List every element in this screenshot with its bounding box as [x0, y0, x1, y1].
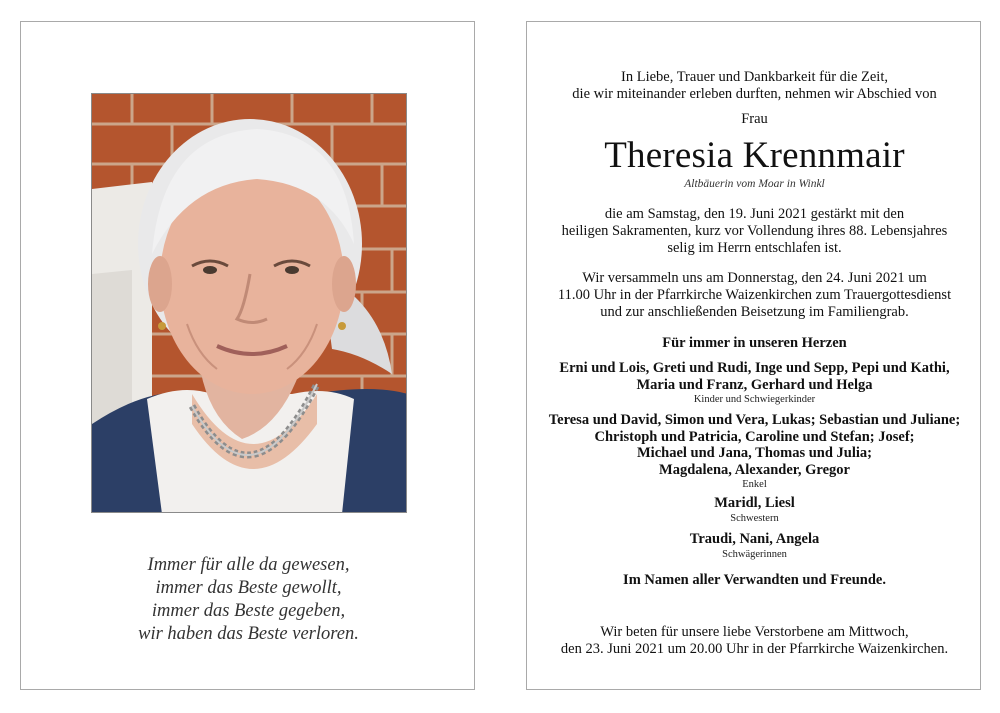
mourner-names: Magdalena, Alexander, Gregor [659, 461, 850, 478]
intro-line: In Liebe, Trauer und Dankbarkeit für die Zeit, [621, 69, 888, 85]
epithet: Altbäuerin vom Moar in Winkl [684, 178, 825, 190]
intro-line: die wir miteinander erleben durften, nehmen wir Abschied von [572, 86, 937, 102]
mourner-group-children [527, 360, 982, 406]
mourner-names: Traudi, Nani, Angela [689, 531, 820, 547]
mourner-group-sisters-in-law [527, 531, 982, 561]
relation-label: Schwestern [730, 512, 779, 524]
death-notice [527, 206, 982, 257]
memorial-heading: Für immer in unseren Herzen [662, 335, 847, 351]
relation-label: Kinder und Schwiegerkinder [693, 394, 816, 405]
death-notice-line: die am Samstag, den 19. Juni 2021 gestärkt mit den [604, 206, 905, 222]
mourner-names: Maria und Franz, Gerhard und Helga [636, 376, 873, 393]
portrait-photo [91, 93, 407, 513]
funeral-notice [527, 270, 982, 321]
mourner-names: Michael und Jana, Thomas und Julia; [636, 445, 873, 461]
death-notice-line: selig im Herrn entschlafen ist. [667, 240, 842, 256]
mourner-names: Teresa und David, Simon und Vera, Lukas; Sebastian und Juliane; [548, 412, 961, 428]
prayer-notice-line: den 23. Juni 2021 um 20.00 Uhr in der Pfarrkirche Waizenkirchen. [560, 641, 949, 657]
mourner-group-grandchildren [527, 412, 982, 491]
verse-line: Immer für alle da gewesen, [147, 555, 350, 575]
relation-label: Enkel [742, 479, 767, 490]
closing-line: Im Namen aller Verwandten und Freunde. [623, 572, 886, 588]
funeral-notice-line: 11.00 Uhr in der Pfarrkirche Waizenkirchen zum Trauergottesdienst [557, 287, 952, 303]
right-page [526, 21, 981, 690]
funeral-notice-line: Wir versammeln uns am Donnerstag, den 24. Juni 2021 um [582, 270, 927, 286]
left-page [20, 21, 475, 690]
verse [21, 554, 476, 646]
relation-label: Schwägerinnen [722, 548, 787, 560]
mourner-group-sisters [527, 495, 982, 525]
mourner-names: Christoph und Patricia, Caroline und Stefan; Josef; [594, 428, 915, 445]
funeral-notice-line: und zur anschließenden Beisetzung im Familiengrab. [600, 304, 909, 320]
intro-text [527, 69, 982, 103]
deceased-name: Theresia Krennmair [604, 135, 905, 176]
verse-line: immer das Beste gegeben, [151, 601, 346, 621]
mourner-names: Erni und Lois, Greti und Rudi, Inge und Sepp, Pepi und Kathi, [559, 360, 950, 376]
salutation: Frau [741, 111, 768, 127]
verse-line: immer das Beste gewollt, [155, 578, 342, 598]
verse-line: wir haben das Beste verloren. [138, 624, 359, 644]
prayer-notice-line: Wir beten für unsere liebe Verstorbene am Mittwoch, [600, 624, 909, 640]
prayer-notice [527, 624, 982, 658]
mourner-names: Maridl, Liesl [714, 495, 795, 511]
death-notice-line: heiligen Sakramenten, kurz vor Vollendung ihres 88. Lebensjahres [561, 223, 948, 239]
